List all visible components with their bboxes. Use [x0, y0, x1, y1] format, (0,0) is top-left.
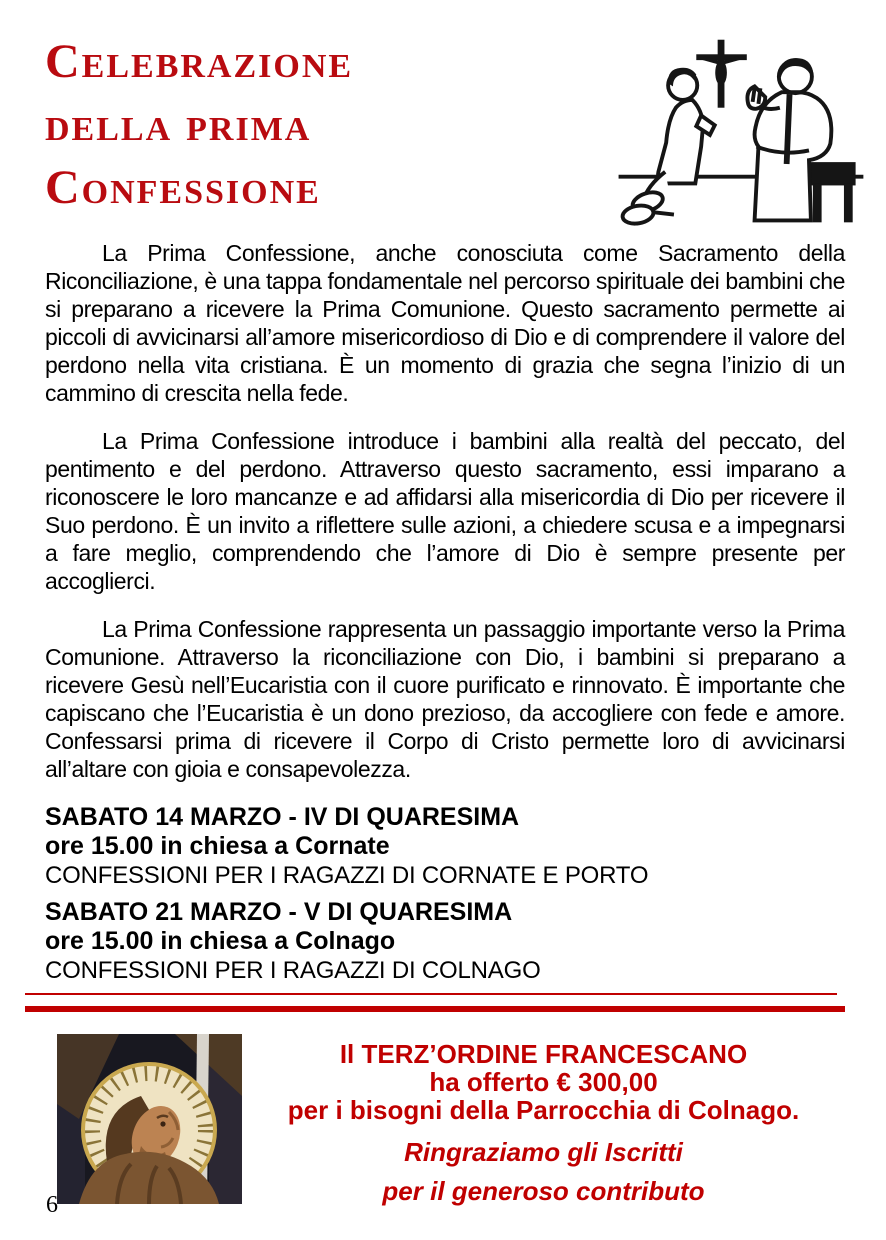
paragraph-2: La Prima Confessione introduce i bambini alla realtà del peccato, del pentimento e del perdono. Attraverso questo sacramento, essi imparano a riconoscere le loro mancanze e ad affidarsi alla misericordia di Dio per ricevere il Suo perdono. È un invito a riflettere sulle azioni, a chiedere scusa e a impegnarsi a fare meglio, comprendendo che l’amore di Dio è sempre presente per accoglierci.	[45, 428, 845, 594]
confession-scene-icon	[608, 30, 872, 234]
confession-line-art-svg	[608, 30, 872, 234]
announcement-line-1: Il TERZ’ORDINE FRANCESCANO	[339, 1039, 748, 1069]
saint-francis-painting-svg	[57, 1034, 242, 1204]
section-separator	[25, 993, 845, 1012]
title-line-1: Celebrazione	[45, 35, 354, 88]
announcement-italic-line-2: per il generoso contributo	[382, 1176, 705, 1206]
confession-schedule	[45, 803, 845, 985]
saint-francis-image	[57, 1034, 242, 1204]
event-2-time: ore 15.00 in chiesa a Colnago	[45, 927, 396, 955]
separator-thin-rule	[25, 993, 837, 995]
article-body	[45, 239, 845, 783]
announcement-section	[45, 1034, 845, 1206]
kneeling-child-figure	[621, 68, 715, 226]
event-2-detail: CONFESSIONI PER I RAGAZZI DI COLNAGO	[45, 957, 541, 984]
page-number: 6	[46, 1192, 58, 1218]
schedule-event-1	[45, 803, 845, 890]
title-line-3: Confessione	[45, 161, 321, 214]
announcement-text	[242, 1034, 845, 1206]
separator-thick-rule	[25, 1006, 845, 1012]
announcement-line-2: ha offerto € 300,00	[429, 1067, 658, 1097]
priest-figure	[747, 58, 855, 222]
announcement-line-3: per i bisogni della Parrocchia di Colnago.	[287, 1095, 800, 1125]
paragraph-3: La Prima Confessione rappresenta un passaggio importante verso la Prima Comunione. Attraverso la riconciliazione con Dio, i bambini si preparano a ricevere Gesù nell’Eucaristia con il cuore purificato e rinnovato. È importante che capiscano che l’Eucaristia è un dono prezioso, da accogliere con fede e amore. Confessarsi prima di ricevere il Corpo di Cristo permette loro di avvicinarsi all’altare con gioia e consapevolezza.	[45, 616, 845, 782]
event-1-heading: SABATO 14 MARZO - IV DI QUARESIMA	[45, 803, 520, 831]
announcement-thanks	[242, 1137, 845, 1206]
event-2-heading: SABATO 21 MARZO - V DI QUARESIMA	[45, 898, 513, 926]
title-line-2: della prima	[45, 98, 312, 151]
page-title	[45, 30, 615, 219]
event-1-detail: CONFESSIONI PER I RAGAZZI DI CORNATE E PORTO	[45, 862, 649, 889]
crucifix-icon	[696, 40, 747, 108]
event-1-time: ore 15.00 in chiesa a Cornate	[45, 832, 390, 860]
announcement-italic-line-1: Ringraziamo gli Iscritti	[404, 1137, 683, 1167]
paragraph-1: La Prima Confessione, anche conosciuta come Sacramento della Riconciliazione, è una tappa fondamentale nel percorso spirituale dei bambini che si preparano a ricevere la Prima Comunione. Questo sacramento permette ai piccoli di avvicinarsi all’amore misericordioso di Dio e di comprendere il valore del perdono nella vita cristiana. È un momento di grazia che segna l’inizio di un cammino di crescita nella fede.	[45, 240, 845, 406]
schedule-event-2	[45, 898, 845, 985]
